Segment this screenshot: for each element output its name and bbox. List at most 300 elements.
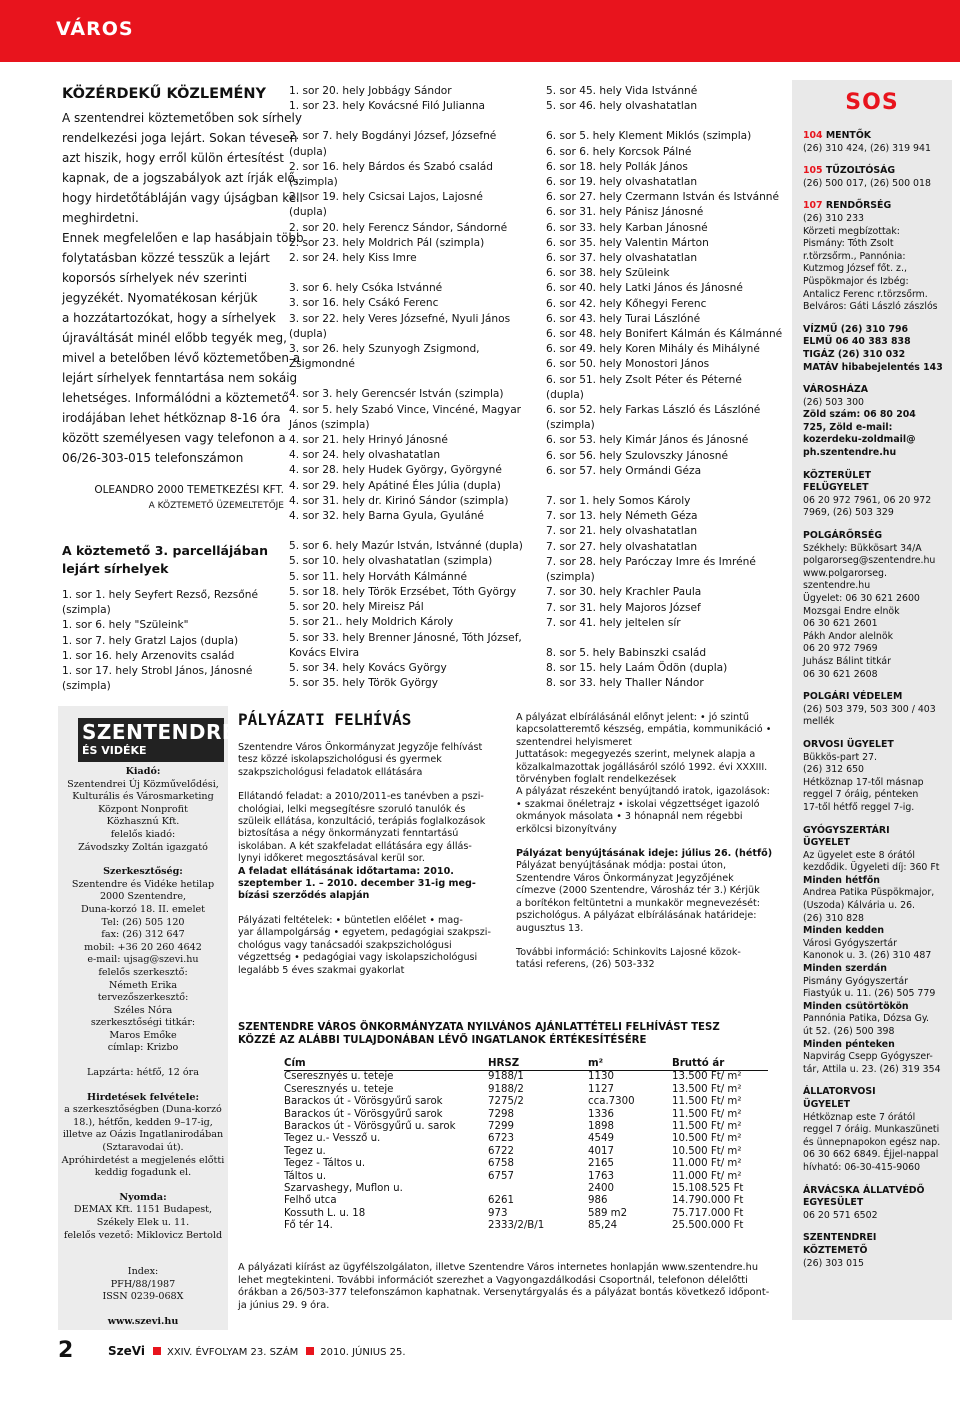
masthead-line: mobil: +36 20 260 4642 — [84, 941, 202, 953]
table-cell: 2400 — [588, 1183, 614, 1195]
property-sale-title-line: KÖZZÉ AZ ALÁBBI TULAJDONÁBAN LÉVŐ INGATLANOK ÉRTÉKESÍTÉSÉRE — [238, 1034, 647, 1046]
sos-line: 725, Zöld e-mail: — [803, 421, 893, 433]
sos-line: ÜGYELET — [803, 837, 851, 849]
list-item: 7. sor 30. hely Krachler Paula — [546, 586, 702, 599]
sos-line: szentendre.hu — [803, 580, 871, 592]
sos-line: (26) 312 650 — [803, 764, 864, 776]
spacer — [803, 314, 953, 324]
table-cell: 986 — [588, 1195, 608, 1207]
table-row — [284, 1146, 768, 1158]
list-item: 5. sor 21.. hely Moldrich Károly — [289, 616, 454, 629]
masthead-line: fax: (26) 312 647 — [101, 929, 185, 941]
sos-line: KÖZTERÜLET — [803, 469, 872, 481]
sos-number: 104 — [803, 130, 826, 141]
table-cell: 6757 — [488, 1170, 514, 1182]
parcel-title-line: A köztemető 3. parcellájában — [62, 543, 268, 558]
sos-line: Minden hétfőn — [803, 874, 880, 886]
list-item: 5. sor 20. hely Mireisz Pál — [289, 601, 424, 614]
list-item: 4. sor 29. hely Apátiné Éles Júlia (dupla) — [289, 479, 501, 492]
palyazat-heading: PÁLYÁZATI FELHÍVÁS — [238, 710, 412, 729]
text-line: tesz közzé iskolapszichológusi és gyermek — [238, 754, 442, 766]
text-line: szakpszichológusi feladatok ellátására — [238, 766, 423, 778]
masthead-line: Kiadó: — [125, 766, 161, 777]
page-number: 2 — [58, 1338, 74, 1363]
table-header-row — [284, 1058, 768, 1071]
body-line: meghirdetni. — [62, 211, 139, 225]
sos-line: Pismány: Tóth Zsolt — [803, 238, 894, 250]
list-item: 1. sor 1. hely Seyfert Rezső, Rezsőné — [62, 589, 259, 601]
text-line: okmányok másolata • 3 hónapnál nem régebbi — [516, 811, 743, 823]
table-cell: 973 — [488, 1207, 508, 1219]
sos-line: 06 30 621 2601 — [803, 618, 878, 630]
text-line: Pályázat benyújtásának módja: postai úton, — [516, 860, 727, 872]
text-line: erkölcsi bizonyítvány — [516, 823, 617, 835]
parcel-title-line: lejárt sírhelyek — [62, 561, 169, 576]
text-line: iskolában. A két szakfeladat ellátására egy állás- — [238, 840, 472, 852]
list-item: 2. sor 19. hely Csicsai Lajos, Lajosné — [289, 191, 483, 204]
masthead-line: Németh Erika — [108, 979, 178, 991]
list-item: (szimpla) — [62, 604, 111, 617]
sos-line: www.polgarorseg. — [803, 567, 887, 579]
list-item: 3. sor 22. hely Veres Józsefné, Nyuli János — [289, 312, 511, 325]
table-cell: 9188/1 — [488, 1071, 524, 1083]
list-item: 5. sor 35. hely Török György — [289, 677, 439, 690]
logo-text: SZENTENDRE — [82, 720, 237, 744]
sos-line: Pannónia Patika, Dózsa Gy. — [803, 1013, 930, 1025]
list-item: 5. sor 11. hely Horváth Kálmánné — [289, 570, 467, 583]
list-item: Kovács Elvira — [289, 646, 360, 659]
sos-label: MENTŐK — [825, 130, 872, 141]
list-item: 6. sor 6. hely Korcsok Pálné — [546, 145, 692, 158]
parcel-title — [62, 542, 284, 578]
masthead-line: a szerkesztőségben (Duna-korzó — [64, 1104, 222, 1116]
sos-line: Minden csütörtökön — [803, 1000, 909, 1012]
spacer — [516, 935, 786, 947]
table-cell: 6758 — [488, 1158, 514, 1170]
masthead-line: ISSN 0239-068X — [102, 1291, 184, 1303]
table-cell: 11.500 Ft/ m² — [672, 1096, 742, 1108]
table-cell: 11.500 Ft/ m² — [672, 1121, 742, 1133]
sos-line: Városi Gyógyszertár — [803, 937, 898, 949]
footer-brand: SzeVi — [108, 1344, 145, 1358]
table-cell: Táltos u. — [284, 1170, 327, 1182]
spacer — [803, 155, 953, 165]
masthead-line: Nyomda: — [119, 1191, 167, 1203]
sos-line: Hétköznap 17-től másnap — [803, 776, 924, 788]
table-cell: 6723 — [488, 1133, 514, 1145]
masthead-line: Závodszky Zoltán igazgató — [78, 841, 208, 853]
kozlemeny-title: KÖZÉRDEKŰ KÖZLEMÉNY — [62, 86, 267, 102]
palyazat-left — [238, 742, 504, 977]
masthead-line: DEMAX Kft. 1151 Budapest, — [73, 1204, 213, 1216]
masthead-line: Hirdetések felvétele: — [87, 1091, 199, 1103]
list-item: 6. sor 50. hely Monostori János — [546, 358, 710, 371]
sos-line: hívható: 06-30-415-9060 — [803, 1161, 921, 1173]
sos-line: Minden kedden — [803, 925, 885, 937]
text-line: biztosítása a négy önkormányzati fenntartású — [238, 828, 459, 840]
list-item: 6. sor 52. hely Farkas László és Lászlóné — [546, 404, 761, 417]
list-item: 3. sor 26. hely Szunyogh Zsigmond, — [289, 343, 480, 356]
text-line: chológus vagy tanácsadói szakpszichológusi — [238, 939, 452, 951]
sos-line: (26) 310 828 — [803, 912, 864, 924]
spacer — [803, 460, 953, 470]
sos-line: 17-től hétfő reggel 7-ig. — [803, 801, 915, 813]
table-row — [284, 1121, 768, 1133]
sos-line: (Uszoda) Kálvária u. 26. — [803, 900, 916, 912]
list-item: (dupla) — [546, 388, 584, 401]
list-item: 4. sor 32. hely Barna Gyula, Gyuláné — [289, 510, 484, 523]
column-header: m² — [588, 1058, 672, 1071]
text-line: lynyi időkeret megosztásával kerül sor. — [238, 853, 425, 865]
table-row — [284, 1171, 768, 1183]
column-header: Bruttó ár — [672, 1058, 768, 1071]
masthead-line: Index: — [127, 1266, 159, 1278]
table-row — [284, 1158, 768, 1170]
masthead-line: Szentendre és Vidéke hetilap — [71, 878, 215, 890]
list-item: 2. sor 20. hely Ferencz Sándor, Sándorné — [289, 221, 508, 234]
table-cell: Cseresznyés u. teteje — [284, 1083, 394, 1095]
spacer — [58, 854, 228, 866]
signature-role: A KÖZTEMETŐ ÜZEMELTETŐJE — [148, 501, 284, 511]
kozlemeny-article — [62, 86, 304, 694]
sos-line: Pákh Andor alelnök — [803, 630, 894, 642]
list-item: 7. sor 31. hely Majoros József — [546, 601, 701, 614]
masthead-line: (Sztaravodai út). — [102, 1142, 184, 1154]
sos-line: 06 20 972 7961, 06 20 972 — [803, 494, 932, 506]
text-line: Pályázat benyújtásának ideje: július 26. (hétfő) — [516, 848, 773, 860]
spacer — [803, 1222, 953, 1232]
sos-line: ELMŰ 06 40 383 838 — [803, 336, 911, 348]
list-item: 6. sor 38. hely Szüleink — [546, 267, 670, 280]
table-cell: 11.500 Ft/ m² — [672, 1108, 742, 1120]
text-line: yar állampolgárság • egyetem, pedagógiai szakpszi- — [238, 927, 491, 939]
table-cell: 1127 — [588, 1083, 614, 1095]
note-line: A pályázati kiírást az ügyfélszolgálaton, illetve Szentendre Város internetes honlapján www.szentendre.hu — [238, 1262, 759, 1273]
spacer — [546, 114, 786, 129]
text-line: További információ: Schinkovits Lajosné közok- — [516, 946, 741, 958]
table-cell: 7299 — [488, 1121, 514, 1133]
table-cell: Tegez u.- Vessző u. — [284, 1133, 381, 1145]
text-line: • szakmai önéletrajz • iskolai végzettséget igazoló — [516, 798, 760, 810]
list-item: 6. sor 31. hely Pánisz Jánosné — [546, 206, 704, 219]
list-item: 8. sor 33. hely Thaller Nándor — [546, 677, 704, 690]
property-sale-title-line: SZENTENDRE VÁROS ÖNKORMÁNYZATA NYILVÁNOS AJÁNLATTÉTELI FELHÍVÁST TESZ — [238, 1022, 720, 1033]
sos-line: 06 20 972 7969 — [803, 643, 878, 655]
masthead-line: PFH/88/1987 — [110, 1278, 176, 1290]
signature-company: OLEANDRO 2000 TEMETKEZÉSI KFT. — [94, 484, 284, 496]
list-item: 6. sor 43. hely Turai Lászlóné — [546, 312, 701, 325]
table-cell: 1763 — [588, 1170, 614, 1182]
kozlemeny-signature — [62, 482, 284, 514]
list-item: 2. sor 16. hely Bárdos és Szabó család — [289, 160, 493, 173]
sos-title: SOS — [845, 90, 899, 115]
table-cell — [488, 1183, 588, 1195]
sos-line: és ünnepnapokon egész nap. — [803, 1136, 941, 1148]
text-line: szeptember 1. – 2010. december 31-ig meg- — [238, 878, 476, 890]
masthead-line: 2000 Szentendre, — [99, 891, 187, 903]
text-line: legalább 5 éves szakmai gyakorlat — [238, 964, 405, 976]
table-cell: 75.717.000 Ft — [672, 1207, 744, 1219]
body-line: jegyzékét. Nyomatékosan kérjük — [62, 291, 258, 305]
sos-line: Antalicz Ferenc r.törzsőrm. — [803, 288, 928, 300]
spacer — [803, 1076, 953, 1086]
body-line: folytatásban közzé tesszük a lejárt — [62, 251, 270, 265]
table-cell: 6261 — [488, 1195, 514, 1207]
table-cell: Tegez - Táltos u. — [284, 1158, 366, 1170]
body-line: rendelkezési joga lejárt. Sokan tévesen — [62, 131, 298, 145]
sos-line: ÁRVÁCSKA ÁLLATVÉDŐ — [803, 1184, 925, 1196]
list-item: 7. sor 27. hely olvashatatlan — [546, 540, 698, 553]
spacer — [289, 266, 529, 281]
list-item: (dupla) — [289, 145, 327, 158]
table-cell: 85,24 — [588, 1220, 618, 1232]
parcel-list — [62, 588, 284, 694]
spacer — [58, 1180, 228, 1192]
table-cell: 13.500 Ft/ m² — [672, 1083, 742, 1095]
list-item: 4. sor 5. hely Szabó Vince, Vincéné, Magyar — [289, 403, 522, 416]
table-cell: 11.000 Ft/ m² — [672, 1158, 742, 1170]
sos-line: (26) 503 379, 503 300 / 403 — [803, 703, 936, 715]
spacer — [58, 1055, 228, 1067]
spacer — [289, 372, 529, 387]
table-cell: Barackos út - Vörösgyűrű sarok — [284, 1096, 443, 1108]
list-item: 6. sor 18. hely Pollák János — [546, 160, 688, 173]
list-item: 8. sor 15. hely Laám Ödön (dupla) — [546, 662, 728, 675]
masthead-line: Maros Emőke — [109, 1029, 177, 1041]
list-item: (dupla) — [289, 327, 327, 340]
body-line: irodájában lehet hétköznap 8-16 óra — [62, 411, 281, 425]
masthead-line: www.szevi.hu — [107, 1315, 179, 1327]
sos-line: Püspökmajor és Izbég: — [803, 275, 909, 287]
sos-line: Juhász Bálint titkár — [803, 655, 891, 667]
sos-line: POLGÁRŐRSÉG — [803, 530, 883, 542]
text-line: A pályázat részeként benyújtandó iratok, igazolások: — [516, 786, 770, 798]
list-item: 1. sor 23. hely Kovácsné Filó Julianna — [289, 100, 486, 113]
masthead-line: Tel: (26) 505 120 — [101, 916, 185, 928]
masthead-line: illetve az Oázis Ingatlanirodában — [62, 1129, 224, 1141]
spacer — [546, 631, 786, 646]
footer-issue: XXIV. ÉVFOLYAM 23. SZÁM — [166, 1347, 299, 1358]
list-item: 6. sor 5. hely Klement Miklós (szimpla) — [546, 130, 752, 143]
body-line: Ennek megfelelően e lap hasábjain több — [62, 231, 304, 245]
spacer — [289, 524, 529, 539]
masthead-line: Központ Nonprofit — [98, 803, 188, 815]
masthead-line: Szentendrei Új Közművelődési, — [67, 778, 219, 790]
sos-line: Belváros: Gáti László zászlós — [803, 301, 938, 313]
property-sale-note — [238, 1262, 778, 1312]
table-cell: Tegez u. — [284, 1145, 326, 1157]
sos-line: kezdődik. Ügyeleti díj: 360 Ft — [803, 862, 940, 874]
text-line: Juttatások: megegyezés szerint, melynek alapja a — [516, 749, 756, 761]
list-item: Zsigmondné — [289, 358, 355, 371]
list-item: 5. sor 18. hely Török Erzsébet, Tóth György — [289, 585, 517, 598]
text-line: Szentendre Város Önkormányzat Jegyzőjének — [516, 872, 734, 884]
body-line: azt hiszik, hogy erről külön értesítést — [62, 151, 284, 165]
list-item: 7. sor 28. hely Paróczay Imre és Imréné — [546, 555, 756, 568]
table-cell: 25.500.000 Ft — [672, 1220, 744, 1232]
sos-line: SZENTENDREI — [803, 1232, 877, 1244]
list-item: 6. sor 57. hely Ormándi Géza — [546, 464, 702, 477]
footer-date: 2010. JÚNIUS 25. — [320, 1347, 406, 1358]
text-line: Pályázati feltételek: • büntetlen előélet • mag- — [238, 914, 463, 926]
list-item: 4. sor 28. hely Hudek György, Györgyné — [289, 464, 502, 477]
sos-line: (26) 500 017, (26) 500 018 — [803, 177, 931, 189]
list-item: 6. sor 48. hely Bonifert Kálmán és Kálmánné — [546, 328, 783, 341]
list-item: 6. sor 35. hely Valentin Márton — [546, 236, 709, 249]
table-cell: 4549 — [588, 1133, 614, 1145]
list-item: 5. sor 34. hely Kovács György — [289, 661, 447, 674]
table-row — [284, 1109, 768, 1121]
list-item: 7. sor 13. hely Németh Géza — [546, 510, 698, 523]
palyazat-right — [516, 712, 786, 972]
sos-line: 06 30 621 2608 — [803, 668, 878, 680]
list-item: 6. sor 42. hely Kőhegyi Ferenc — [546, 297, 707, 310]
table-cell: Barackos út - Vörösgyűrű sarok — [284, 1108, 443, 1120]
spacer — [803, 815, 953, 825]
masthead-line: címlap: Krizbo — [107, 1042, 179, 1054]
list-item: 5. sor 33. hely Brenner Jánosné, Tóth József, — [289, 631, 522, 644]
body-line: lejárt sírhelyek fenntartása nem sokáig — [62, 371, 298, 385]
kozlemeny-body — [62, 108, 304, 468]
list-item: 2. sor 7. hely Bogdányi József, Józsefné — [289, 130, 497, 143]
table-cell: 589 m2 — [588, 1207, 628, 1219]
spacer — [238, 903, 504, 915]
table-cell: 14.790.000 Ft — [672, 1195, 744, 1207]
table-cell: 11.000 Ft/ m² — [672, 1170, 742, 1182]
list-item: (szimpla) — [62, 680, 111, 693]
list-item: 7. sor 41. hely jeltelen sír — [546, 616, 681, 629]
list-item: 6. sor 37. hely olvashatatlan — [546, 252, 698, 265]
note-line: ja június 29. 9 óra. — [238, 1299, 330, 1311]
note-line: órákban a 26/503-377 telefonszámon kaphatnak. Versenytárgyalás és a pályázat bontás következő időpont- — [238, 1287, 770, 1299]
table-cell: 13.500 Ft/ m² — [672, 1071, 742, 1083]
list-item: 4. sor 31. hely dr. Kirinó Sándor (szimpla) — [289, 494, 509, 507]
sos-line: EGYESÜLET — [803, 1197, 864, 1209]
table-cell: cca.7300 — [588, 1096, 635, 1108]
masthead-line: 18.), hétfőn, kedden 9–17-ig, — [73, 1116, 213, 1128]
text-line: A feladat ellátásának időtartama: 2010. — [238, 865, 454, 877]
text-line: Ellátandó feladat: a 2010/2011-es tanévben a pszi- — [238, 791, 484, 803]
sos-line: MATÁV hibabejelentés 143 — [803, 361, 943, 373]
note-line: lehet megtekinteni. További információt szerezhet a Vagyongazdálkodási Csoportnál, telefonon délelőtti — [238, 1274, 748, 1286]
table-cell: Barackos út - Vörösgyűrű u. sarok — [284, 1121, 456, 1133]
sos-line: kozerdeku-zoldmail@ — [803, 434, 916, 446]
list-item: 1. sor 20. hely Jobbágy Sándor — [289, 85, 452, 97]
sos-line: Az ügyelet este 8 órától — [803, 849, 915, 861]
table-cell: Szarvashegy, Muflon u. — [284, 1183, 403, 1195]
sos-line: út 52. (26) 500 398 — [803, 1026, 895, 1037]
palyazat-title — [238, 710, 411, 729]
table-cell: 2333/2/B/1 — [488, 1220, 545, 1232]
sos-line: 06 20 571 6502 — [803, 1209, 878, 1221]
table-cell: 4017 — [588, 1145, 614, 1157]
table-row — [284, 1183, 768, 1195]
masthead-line: Apróhirdetést a megjelenés előtti — [61, 1154, 225, 1166]
text-line: végzettség • pedagógiai vagy iskolapszichológusi — [238, 952, 478, 964]
spacer — [516, 836, 786, 848]
square-icon — [306, 1347, 314, 1355]
list-item: (szimpla) — [289, 176, 338, 189]
table-row — [284, 1084, 768, 1096]
spacer — [803, 681, 953, 691]
sos-line: Hétköznap este 7 órától — [803, 1111, 916, 1123]
section-header — [0, 0, 960, 62]
masthead-line: Lapzárta: hétfő, 12 óra — [87, 1067, 199, 1079]
sos-line: TIGÁZ (26) 310 032 — [803, 348, 906, 360]
list-item: 6. sor 49. hely Koren Mihály és Mihályné — [546, 343, 760, 356]
sos-line: Körzeti megbízottak: — [803, 225, 900, 237]
masthead-line: szerkesztőségi titkár: — [90, 1017, 196, 1029]
page-footer — [108, 1344, 406, 1360]
text-line: A pályázat elbírálásánál előnyt jelent: • jó szintű — [516, 712, 749, 723]
table-cell: Fő tér 14. — [284, 1220, 333, 1232]
list-item: 5. sor 45. hely Vida Istvánné — [546, 85, 698, 97]
list-item: 6. sor 56. hely Szulovszky Jánosné — [546, 449, 728, 462]
sos-line: Székhely: Bükkösart 34/A — [803, 542, 922, 554]
spacer — [803, 1175, 953, 1185]
sos-line: (26) 310 233 — [803, 212, 864, 224]
list-item: (szimpla) — [546, 571, 595, 584]
sos-line: mellék — [803, 716, 835, 728]
masthead-line: e-mail: ujsag@szevi.hu — [87, 954, 199, 966]
sos-line: 7969, (26) 503 329 — [803, 507, 894, 519]
list-item: 5. sor 10. hely olvashatatlan (szimpla) — [289, 555, 493, 568]
spacer — [803, 190, 953, 200]
list-item: 6. sor 40. hely Latki János és Jánosné — [546, 282, 743, 295]
table-cell: 10.500 Ft/ m² — [672, 1145, 742, 1157]
list-item: 5. sor 6. hely Mazúr István, Istvánné (dupla) — [289, 540, 523, 553]
table-cell: 1898 — [588, 1121, 614, 1133]
masthead-line: Kulturális és Városmarketing — [72, 791, 214, 803]
body-line: mivel a betelőben lévő köztemetőben a — [62, 351, 301, 365]
text-line: Szentendre Város Önkormányzat Jegyzője felhívást — [238, 742, 483, 753]
sos-line: ÁLLATORVOSI — [803, 1086, 876, 1098]
spacer — [58, 1254, 228, 1266]
spacer — [58, 1080, 228, 1092]
spacer — [803, 374, 953, 384]
table-cell: 2165 — [588, 1158, 614, 1170]
list-item: 1. sor 7. hely Gratzl Lajos (dupla) — [62, 634, 239, 647]
body-line: hogy hirdetőtábláján vagy újságban kell — [62, 191, 303, 205]
sos-number: 107 — [803, 200, 826, 212]
body-line: újraváltását minél előbb tegyék meg, — [62, 331, 287, 345]
sos-line: 06 30 662 6849. Éjjel-nappal — [803, 1149, 939, 1161]
sos-line — [803, 165, 953, 178]
list-item: 1. sor 6. hely "Szüleink" — [62, 619, 189, 632]
table-cell: 7275/2 — [488, 1096, 524, 1108]
masthead-line: Székely Elek u. 11. — [96, 1217, 190, 1228]
sos-line: FELÜGYELET — [803, 482, 869, 494]
text-line: chológiai, lelki megsegítésre szoruló tanulók és — [238, 803, 466, 815]
table-cell: 6722 — [488, 1145, 514, 1157]
list-item: 3. sor 6. hely Csóka Istvánné — [289, 282, 443, 295]
table-cell: 9188/2 — [488, 1083, 524, 1095]
list-item: 6. sor 27. hely Czermann István és Istvánné — [546, 191, 780, 204]
sos-line: tár, Attila u. 23. (26) 319 354 — [803, 1063, 941, 1075]
sos-line: Ügyelet: 06 30 621 2600 — [803, 593, 920, 604]
spacer — [58, 1304, 228, 1316]
sos-line: Mozsgai Endre elnök — [803, 605, 900, 617]
newspaper-logo — [78, 718, 237, 762]
sos-line: reggel 7 óráig, pénteken — [803, 789, 919, 801]
list-item: János (szimpla) — [289, 418, 370, 431]
masthead-line: tervezőszerkesztő: — [97, 992, 189, 1004]
text-line: bízási szerződés alapján — [238, 890, 370, 902]
sos-label: TŰZOLTÓSÁG — [825, 165, 896, 177]
text-line: kapcsolatteremtő készség, empátia, kommunikáció • — [516, 724, 772, 736]
masthead-line: Szerkesztőség: — [103, 866, 183, 878]
sos-line: Minden pénteken — [803, 1038, 895, 1050]
